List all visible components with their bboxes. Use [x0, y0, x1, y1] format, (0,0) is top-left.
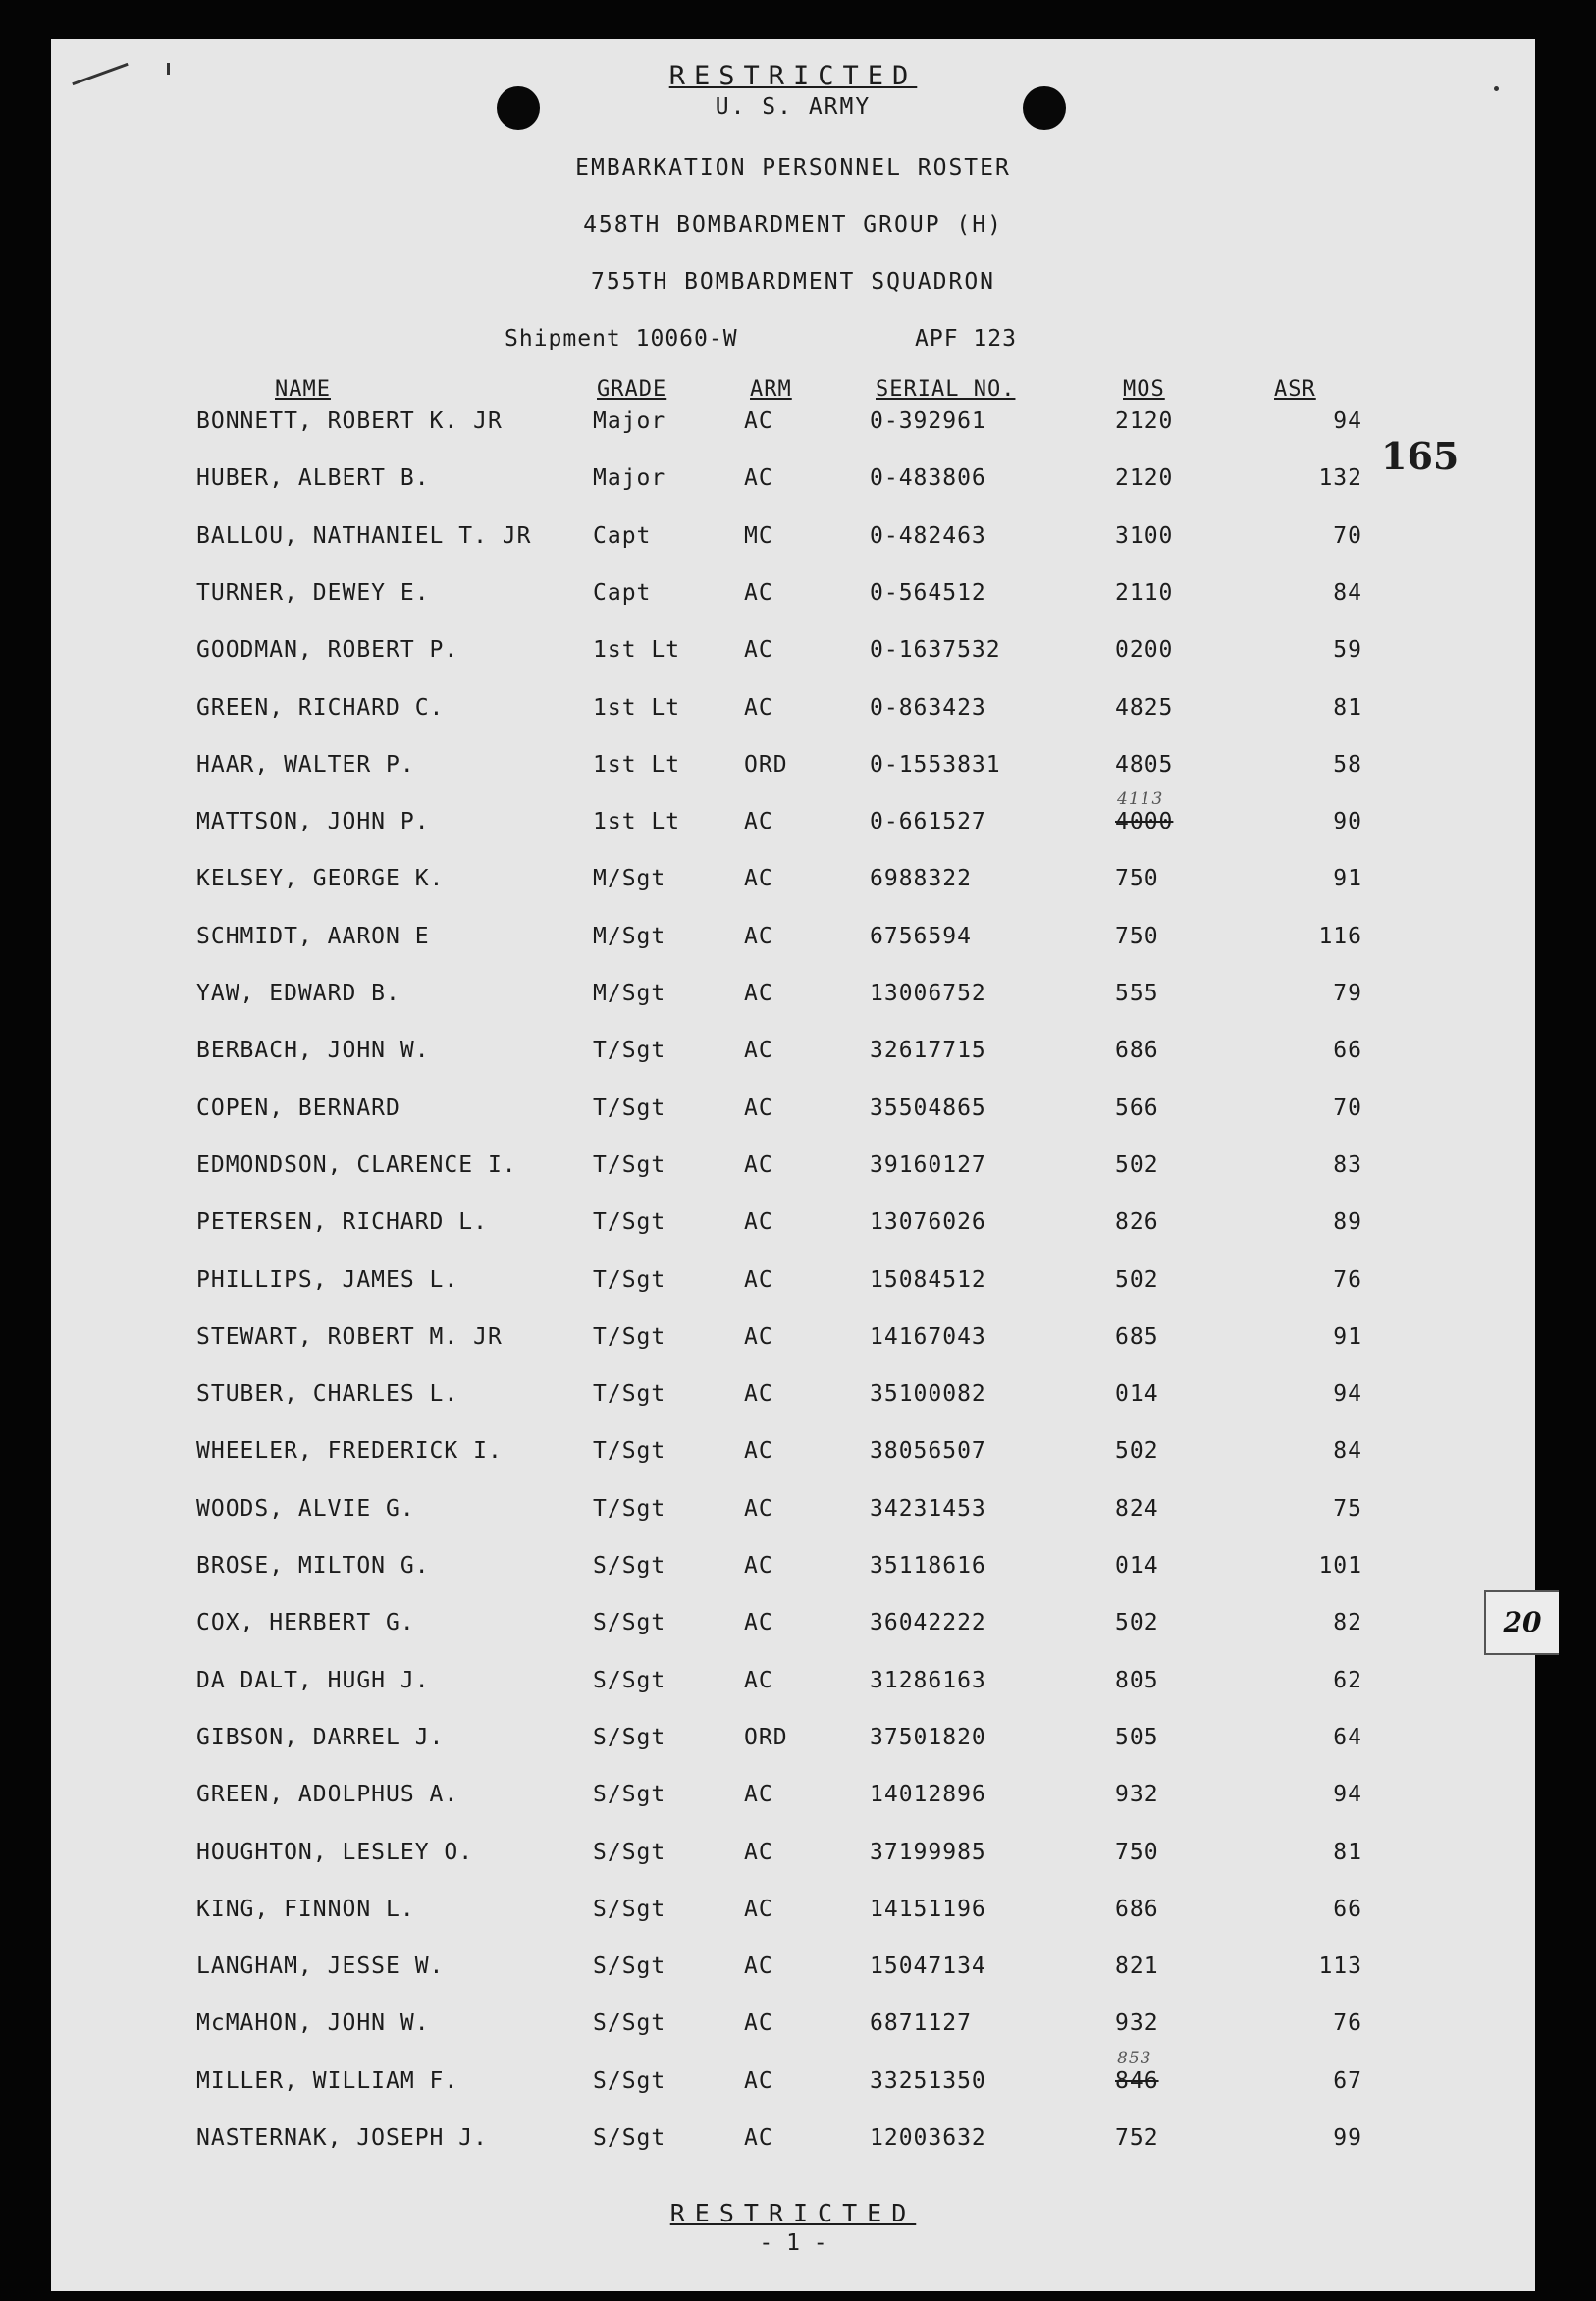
cell-asr: 132	[1318, 465, 1362, 492]
cell-name: STUBER, CHARLES L.	[196, 1381, 459, 1408]
cell-serial: 6871127	[870, 2010, 972, 2037]
cell-grade: S/Sgt	[593, 1782, 666, 1808]
cell-grade: T/Sgt	[593, 1151, 666, 1178]
column-header-mos: MOS	[1123, 377, 1165, 401]
table-row	[51, 1496, 1535, 1535]
cell-arm: AC	[744, 1323, 773, 1350]
cell-arm: AC	[744, 465, 773, 492]
cell-grade: S/Sgt	[593, 1724, 666, 1750]
cell-grade: S/Sgt	[593, 1610, 666, 1636]
table-row	[51, 1152, 1535, 1192]
cell-serial: 39160127	[870, 1151, 986, 1178]
cell-serial: 0-482463	[870, 522, 986, 549]
cell-mos: 4825	[1115, 694, 1174, 721]
cell-serial: 34231453	[870, 1495, 986, 1522]
cell-mos: 4000	[1115, 809, 1174, 835]
cell-name: KELSEY, GEORGE K.	[196, 866, 445, 892]
cell-arm: AC	[744, 1151, 773, 1178]
cell-name: GOODMAN, ROBERT P.	[196, 637, 459, 664]
table-row	[51, 1324, 1535, 1364]
cell-asr: 81	[1333, 694, 1362, 721]
restricted-header: RESTRICTED	[668, 61, 918, 91]
cell-serial: 0-392961	[870, 408, 986, 434]
cell-mos: 502	[1115, 1610, 1159, 1636]
table-row	[51, 1953, 1535, 1993]
cell-serial: 0-1637532	[870, 637, 1001, 664]
cell-asr: 59	[1333, 637, 1362, 664]
table-row	[51, 580, 1535, 619]
cell-asr: 81	[1333, 1839, 1362, 1865]
cell-serial: 35100082	[870, 1381, 986, 1408]
cell-serial: 0-564512	[870, 579, 986, 606]
cell-mos: 824	[1115, 1495, 1159, 1522]
cell-arm: AC	[744, 1667, 773, 1693]
table-row	[51, 1610, 1535, 1649]
cell-serial: 15047134	[870, 1953, 986, 1980]
cell-asr: 94	[1333, 1782, 1362, 1808]
table-row	[51, 2010, 1535, 2050]
cell-arm: AC	[744, 694, 773, 721]
document-title: EMBARKATION PERSONNEL ROSTER	[575, 155, 1011, 181]
cell-name: COPEN, BERNARD	[196, 1095, 400, 1121]
cell-asr: 84	[1333, 579, 1362, 606]
table-row	[51, 1782, 1535, 1821]
table-row	[51, 1725, 1535, 1764]
cell-grade: Capt	[593, 579, 652, 606]
table-row	[51, 1096, 1535, 1135]
cell-serial: 0-1553831	[870, 751, 1001, 777]
cell-grade: S/Sgt	[593, 1896, 666, 1922]
cell-arm: AC	[744, 1381, 773, 1408]
cell-serial: 6988322	[870, 866, 972, 892]
cell-mos: 502	[1115, 1438, 1159, 1465]
cell-asr: 83	[1333, 1151, 1362, 1178]
cell-name: YAW, EDWARD B.	[196, 981, 400, 1006]
cell-arm: AC	[744, 866, 773, 892]
column-header-grade: GRADE	[597, 377, 667, 401]
table-row	[51, 523, 1535, 562]
cell-name: NASTERNAK, JOSEPH J.	[196, 2125, 488, 2151]
table-row	[51, 1381, 1535, 1420]
cell-mos: 826	[1115, 1209, 1159, 1236]
cell-grade: S/Sgt	[593, 2125, 666, 2151]
cell-asr: 62	[1333, 1667, 1362, 1693]
cell-serial: 38056507	[870, 1438, 986, 1465]
cell-name: PETERSEN, RICHARD L.	[196, 1209, 488, 1236]
cell-name: MATTSON, JOHN P.	[196, 809, 430, 835]
table-row	[51, 752, 1535, 791]
cell-arm: AC	[744, 923, 773, 949]
cell-mos: 555	[1115, 981, 1159, 1006]
cell-grade: Capt	[593, 522, 652, 549]
table-row	[51, 2048, 1535, 2108]
cell-grade: T/Sgt	[593, 1495, 666, 1522]
cell-arm: AC	[744, 1438, 773, 1465]
handwritten-mos-correction: 853	[1117, 2048, 1152, 2068]
cell-asr: 89	[1333, 1209, 1362, 1236]
cell-serial: 13076026	[870, 1209, 986, 1236]
cell-mos: 932	[1115, 1782, 1159, 1808]
cell-mos: 014	[1115, 1553, 1159, 1579]
cell-arm: AC	[744, 809, 773, 835]
page-indicator: - 1 -	[759, 2230, 827, 2256]
cell-grade: S/Sgt	[593, 1839, 666, 1865]
cell-serial: 36042222	[870, 1610, 986, 1636]
cell-serial: 33251350	[870, 2067, 986, 2094]
army-header: U. S. ARMY	[715, 94, 872, 120]
table-row	[51, 1038, 1535, 1077]
cell-mos: 750	[1115, 923, 1159, 949]
cell-arm: AC	[744, 1038, 773, 1064]
cell-asr: 94	[1333, 1381, 1362, 1408]
cell-mos: 3100	[1115, 522, 1174, 549]
cell-asr: 66	[1333, 1038, 1362, 1064]
cell-grade: T/Sgt	[593, 1038, 666, 1064]
cell-asr: 70	[1333, 522, 1362, 549]
cell-serial: 35504865	[870, 1095, 986, 1121]
table-row	[51, 1267, 1535, 1307]
cell-serial: 35118616	[870, 1553, 986, 1579]
restricted-footer: RESTRICTED	[669, 2199, 917, 2227]
cell-asr: 75	[1333, 1495, 1362, 1522]
cell-serial: 32617715	[870, 1038, 986, 1064]
cell-mos: 2110	[1115, 579, 1174, 606]
cell-serial: 37199985	[870, 1839, 986, 1865]
cell-name: SCHMIDT, AARON E	[196, 923, 430, 949]
cell-mos: 0200	[1115, 637, 1174, 664]
cell-name: WHEELER, FREDERICK I.	[196, 1438, 503, 1465]
table-row	[51, 981, 1535, 1020]
cell-name: WOODS, ALVIE G.	[196, 1495, 415, 1522]
column-header-arm: ARM	[750, 377, 792, 401]
cell-asr: 76	[1333, 2010, 1362, 2037]
cell-mos: 805	[1115, 1667, 1159, 1693]
cell-name: GIBSON, DARREL J.	[196, 1724, 445, 1750]
cell-name: COX, HERBERT G.	[196, 1610, 415, 1636]
cell-mos: 686	[1115, 1896, 1159, 1922]
cell-serial: 6756594	[870, 923, 972, 949]
cell-name: HUBER, ALBERT B.	[196, 465, 430, 492]
cell-mos: 4805	[1115, 751, 1174, 777]
cell-arm: AC	[744, 579, 773, 606]
cell-arm: AC	[744, 1095, 773, 1121]
cell-asr: 90	[1333, 809, 1362, 835]
cell-mos: 502	[1115, 1151, 1159, 1178]
cell-arm: ORD	[744, 1724, 788, 1750]
cell-arm: AC	[744, 1209, 773, 1236]
cell-serial: 14012896	[870, 1782, 986, 1808]
cell-serial: 14167043	[870, 1323, 986, 1350]
roster-page	[51, 39, 1535, 2291]
cell-name: LANGHAM, JESSE W.	[196, 1953, 445, 1980]
cell-grade: M/Sgt	[593, 866, 666, 892]
cell-asr: 79	[1333, 981, 1362, 1006]
shipment-number: Shipment 10060-W	[505, 326, 738, 351]
cell-grade: M/Sgt	[593, 981, 666, 1006]
cell-name: HOUGHTON, LESLEY O.	[196, 1839, 474, 1865]
table-row	[51, 1209, 1535, 1249]
table-row	[51, 408, 1535, 448]
cell-mos: 685	[1115, 1323, 1159, 1350]
table-row	[51, 1553, 1535, 1592]
cell-mos: 2120	[1115, 408, 1174, 434]
cell-mos: 821	[1115, 1953, 1159, 1980]
cell-arm: AC	[744, 2067, 773, 2094]
cell-name: MILLER, WILLIAM F.	[196, 2067, 459, 2094]
cell-grade: T/Sgt	[593, 1209, 666, 1236]
cell-name: GREEN, RICHARD C.	[196, 694, 445, 721]
apo-number: APF 123	[915, 326, 1017, 351]
cell-arm: AC	[744, 637, 773, 664]
cell-grade: S/Sgt	[593, 1667, 666, 1693]
cell-arm: ORD	[744, 751, 788, 777]
cell-arm: AC	[744, 1782, 773, 1808]
cell-grade: T/Sgt	[593, 1095, 666, 1121]
cell-serial: 31286163	[870, 1667, 986, 1693]
cell-mos: 752	[1115, 2125, 1159, 2151]
cell-arm: MC	[744, 522, 773, 549]
cell-name: EDMONDSON, CLARENCE I.	[196, 1151, 517, 1178]
table-row	[51, 924, 1535, 963]
cell-name: KING, FINNON L.	[196, 1896, 415, 1922]
cell-asr: 99	[1333, 2125, 1362, 2151]
cell-arm: AC	[744, 2125, 773, 2151]
cell-asr: 76	[1333, 1266, 1362, 1293]
cell-grade: T/Sgt	[593, 1438, 666, 1465]
cell-grade: S/Sgt	[593, 1953, 666, 1980]
table-row	[51, 637, 1535, 676]
cell-mos: 846	[1115, 2067, 1159, 2094]
cell-name: BERBACH, JOHN W.	[196, 1038, 430, 1064]
cell-serial: 0-863423	[870, 694, 986, 721]
cell-asr: 91	[1333, 866, 1362, 892]
cell-arm: AC	[744, 1553, 773, 1579]
cell-name: PHILLIPS, JAMES L.	[196, 1266, 459, 1293]
cell-asr: 116	[1318, 923, 1362, 949]
cell-serial: 0-483806	[870, 465, 986, 492]
cell-grade: 1st Lt	[593, 637, 681, 664]
cell-serial: 37501820	[870, 1724, 986, 1750]
table-row	[51, 789, 1535, 848]
cell-grade: T/Sgt	[593, 1323, 666, 1350]
cell-name: McMAHON, JOHN W.	[196, 2010, 430, 2037]
page-number-stamp: 165	[1381, 434, 1460, 478]
cell-grade: 1st Lt	[593, 694, 681, 721]
cell-grade: S/Sgt	[593, 1553, 666, 1579]
cell-arm: AC	[744, 2010, 773, 2037]
cell-grade: T/Sgt	[593, 1381, 666, 1408]
cell-grade: M/Sgt	[593, 923, 666, 949]
cell-grade: T/Sgt	[593, 1266, 666, 1293]
cell-grade: Major	[593, 408, 666, 434]
squadron-name: 755TH BOMBARDMENT SQUADRON	[590, 269, 996, 294]
table-row	[51, 1897, 1535, 1936]
cell-mos: 686	[1115, 1038, 1159, 1064]
group-name: 458TH BOMBARDMENT GROUP (H)	[583, 212, 1003, 238]
cell-arm: AC	[744, 1266, 773, 1293]
cell-grade: 1st Lt	[593, 751, 681, 777]
cell-grade: 1st Lt	[593, 809, 681, 835]
cell-serial: 0-661527	[870, 809, 986, 835]
table-row	[51, 1668, 1535, 1707]
cell-asr: 82	[1333, 1610, 1362, 1636]
cell-name: BALLOU, NATHANIEL T. JR	[196, 522, 532, 549]
cell-name: GREEN, ADOLPHUS A.	[196, 1782, 459, 1808]
cell-name: TURNER, DEWEY E.	[196, 579, 430, 606]
cell-arm: AC	[744, 981, 773, 1006]
cell-mos: 502	[1115, 1266, 1159, 1293]
cell-serial: 12003632	[870, 2125, 986, 2151]
cell-asr: 67	[1333, 2067, 1362, 2094]
index-tab: 20	[1484, 1590, 1559, 1655]
cell-arm: AC	[744, 1610, 773, 1636]
cell-arm: AC	[744, 408, 773, 434]
cell-grade: S/Sgt	[593, 2067, 666, 2094]
cell-mos: 566	[1115, 1095, 1159, 1121]
cell-name: BONNETT, ROBERT K. JR	[196, 408, 503, 434]
table-row	[51, 1438, 1535, 1477]
column-header-asr: ASR	[1274, 377, 1316, 401]
cell-mos: 2120	[1115, 465, 1174, 492]
cell-asr: 113	[1318, 1953, 1362, 1980]
cell-arm: AC	[744, 1495, 773, 1522]
cell-name: DA DALT, HUGH J.	[196, 1667, 430, 1693]
table-row	[51, 2125, 1535, 2165]
table-row	[51, 695, 1535, 734]
cell-asr: 101	[1318, 1553, 1362, 1579]
cell-asr: 66	[1333, 1896, 1362, 1922]
cell-name: HAAR, WALTER P.	[196, 751, 415, 777]
cell-mos: 014	[1115, 1381, 1159, 1408]
column-header-name: NAME	[275, 377, 331, 401]
cell-mos: 505	[1115, 1724, 1159, 1750]
cell-asr: 94	[1333, 408, 1362, 434]
column-header-serial: SERIAL NO.	[876, 377, 1016, 401]
cell-name: BROSE, MILTON G.	[196, 1553, 430, 1579]
cell-arm: AC	[744, 1896, 773, 1922]
table-row	[51, 465, 1535, 505]
cell-grade: Major	[593, 465, 666, 492]
cell-serial: 13006752	[870, 981, 986, 1006]
cell-grade: S/Sgt	[593, 2010, 666, 2037]
cell-asr: 64	[1333, 1724, 1362, 1750]
cell-mos: 750	[1115, 866, 1159, 892]
handwritten-mos-correction: 4113	[1117, 789, 1164, 810]
cell-asr: 58	[1333, 751, 1362, 777]
cell-serial: 15084512	[870, 1266, 986, 1293]
cell-arm: AC	[744, 1953, 773, 1980]
cell-asr: 91	[1333, 1323, 1362, 1350]
cell-mos: 750	[1115, 1839, 1159, 1865]
table-row	[51, 1840, 1535, 1879]
cell-serial: 14151196	[870, 1896, 986, 1922]
cell-name: STEWART, ROBERT M. JR	[196, 1323, 503, 1350]
cell-asr: 70	[1333, 1095, 1362, 1121]
cell-arm: AC	[744, 1839, 773, 1865]
cell-mos: 932	[1115, 2010, 1159, 2037]
table-row	[51, 866, 1535, 905]
cell-asr: 84	[1333, 1438, 1362, 1465]
